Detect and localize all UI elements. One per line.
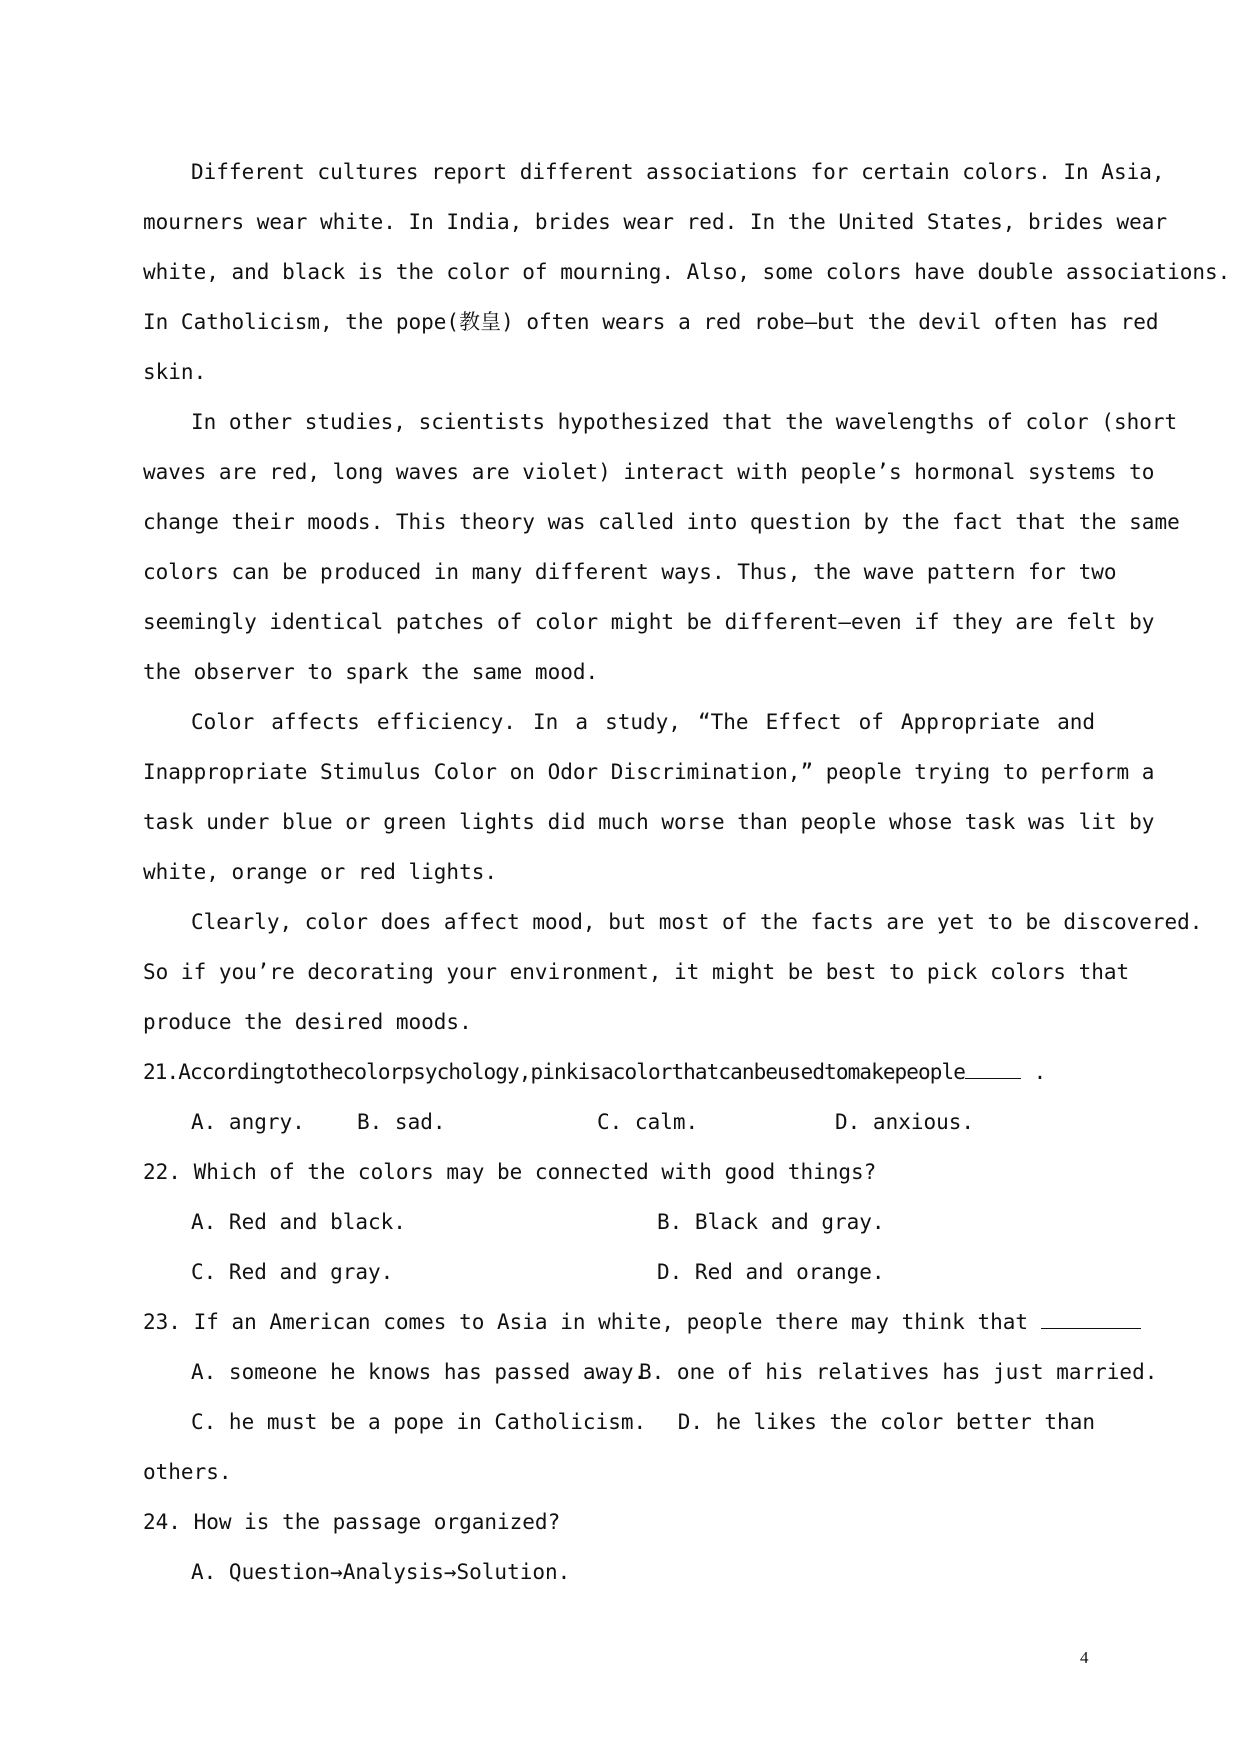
option-c: C. he must be a pope in Catholicism. xyxy=(191,1410,647,1434)
text-line: Different cultures report different associations for certain colors. In Asia, xyxy=(191,160,1165,184)
page-number: 4 xyxy=(1080,1648,1089,1667)
option-b: B. one of his relatives has just married. xyxy=(639,1360,1158,1384)
paragraph-3 xyxy=(143,697,1155,897)
text-line: So if you’re decorating your environment, it might be best to pick colors that xyxy=(143,960,1130,984)
text-line: Color affects efficiency. In a study, “The Effect of Appropriate and xyxy=(191,710,1095,734)
text-line: Inappropriate Stimulus Color on Odor Discrimination,” people trying to perform a xyxy=(143,760,1155,784)
question-stem-end: . xyxy=(1033,1060,1047,1084)
question-24-option-a: A. Question→Analysis→Solution. xyxy=(191,1560,571,1584)
option-d: D. Red and orange. xyxy=(657,1260,885,1284)
text-line: task under blue or green lights did much worse than people whose task was lit by xyxy=(143,810,1155,834)
question-22-options-row1 xyxy=(143,1197,1095,1247)
question-21-options xyxy=(143,1097,1095,1147)
text-line: white, and black is the color of mourning. Also, some colors have double associations. xyxy=(143,260,1231,284)
text-line: mourners wear white. In India, brides wear red. In the United States, brides wear xyxy=(143,210,1168,234)
option-d-continuation: others. xyxy=(143,1460,232,1484)
option-b: B. sad. xyxy=(357,1110,446,1134)
answer-blank xyxy=(965,1048,1021,1079)
text-line: produce the desired moods. xyxy=(143,1010,472,1034)
text-line: colors can be produced in many different ways. Thus, the wave pattern for two xyxy=(143,560,1117,584)
question-24-stem: 24. How is the passage organized? xyxy=(143,1510,561,1534)
text-line: waves are red, long waves are violet) interact with people’s hormonal systems to xyxy=(143,460,1155,484)
option-b: B. Black and gray. xyxy=(657,1210,885,1234)
text-line: In Catholicism, the pope(教皇) often wears a red robe—but the devil often has red xyxy=(143,310,1159,334)
text-line: In other studies, scientists hypothesized that the wavelengths of color (short xyxy=(191,410,1178,434)
question-23-stem xyxy=(143,1297,1095,1347)
paragraph-2 xyxy=(143,397,1180,697)
option-a: A. Red and black. xyxy=(191,1210,406,1234)
option-a: A. someone he knows has passed away. xyxy=(191,1360,647,1384)
text-line: Clearly, color does affect mood, but most of the facts are yet to be discovered. xyxy=(191,910,1203,934)
paragraph-1 xyxy=(143,147,1231,397)
question-22-stem: 22. Which of the colors may be connected with good things? xyxy=(143,1160,877,1184)
text-line: skin. xyxy=(143,360,207,384)
question-23-options-row1 xyxy=(143,1347,1158,1397)
option-c: C. Red and gray. xyxy=(191,1260,394,1284)
text-line: seemingly identical patches of color might be different—even if they are felt by xyxy=(143,610,1155,634)
option-d: D. he likes the color better than xyxy=(677,1410,1095,1434)
question-23-options-row2 xyxy=(143,1397,1095,1447)
answer-blank xyxy=(1041,1298,1141,1329)
question-stem-text: 23. If an American comes to Asia in white, people there may think that xyxy=(143,1310,1029,1334)
paragraph-4 xyxy=(143,897,1203,1047)
question-21-stem xyxy=(143,1047,1095,1097)
option-c: C. calm. xyxy=(597,1110,699,1134)
question-stem-text: 21.Accordingtothecolorpsychology,pinkisacolorthatcanbeusedtomakepeople xyxy=(143,1060,966,1084)
document-page xyxy=(143,147,1231,1597)
option-a: A. angry. xyxy=(191,1110,305,1134)
option-d: D. anxious. xyxy=(835,1110,975,1134)
text-line: the observer to spark the same mood. xyxy=(143,660,599,684)
text-line: white, orange or red lights. xyxy=(143,860,498,884)
text-line: change their moods. This theory was called into question by the fact that the same xyxy=(143,510,1180,534)
question-22-options-row2 xyxy=(143,1247,1095,1297)
